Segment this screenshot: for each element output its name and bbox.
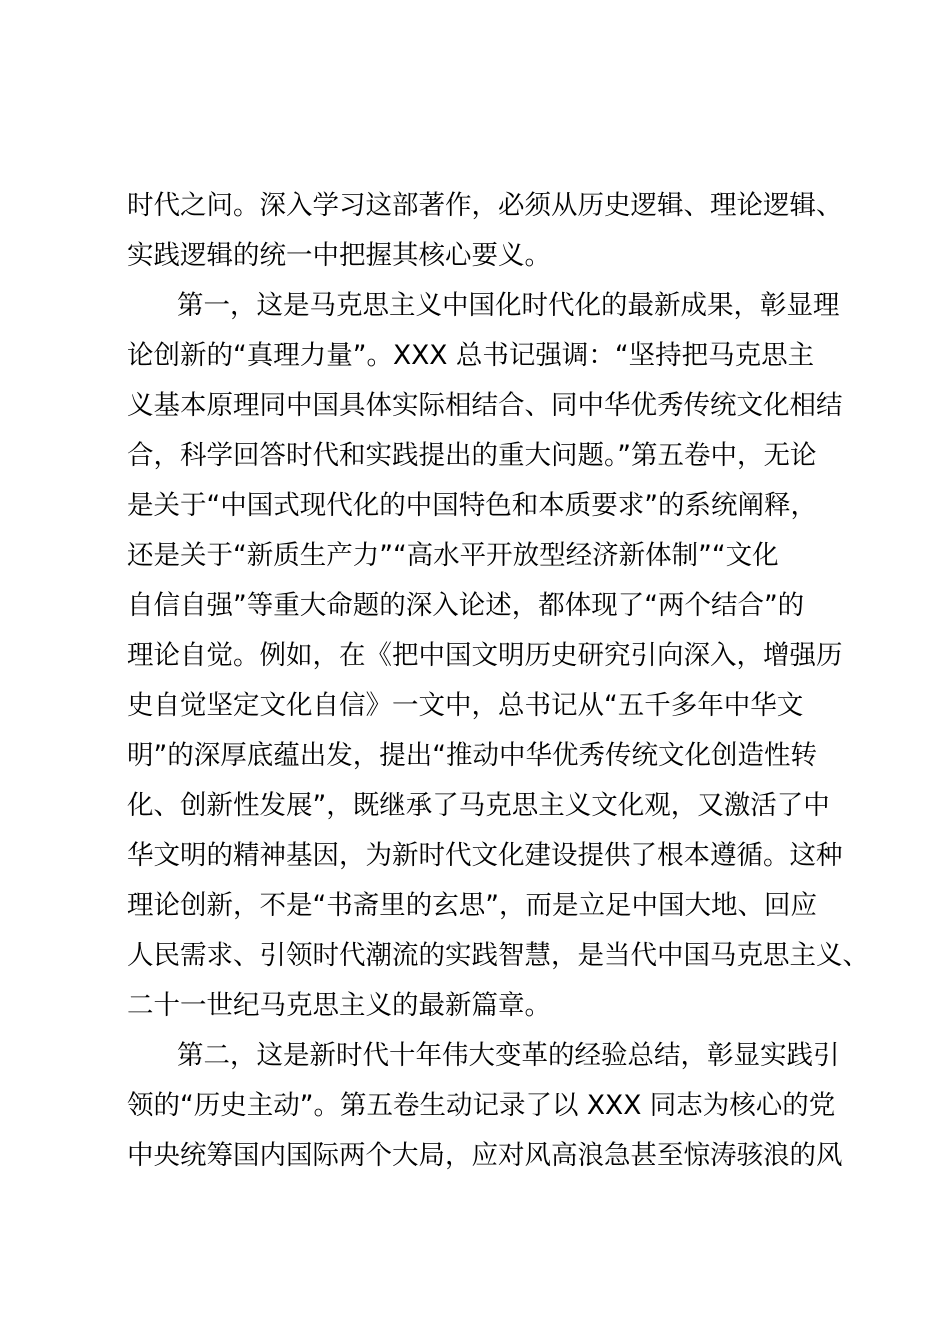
paragraph-first-line: 第二，这是新时代十年伟大变革的经验总结，彰显实践引	[177, 1040, 840, 1071]
text-line: 领的“历史主动”。第五卷生动记录了以 XXX 同志为核心的党	[127, 1090, 836, 1121]
text-line: 中央统筹国内国际两个大局，应对风高浪急甚至惊涛骇浪的风	[127, 1140, 843, 1171]
text-line: 实践逻辑的统一中把握其核心要义。	[127, 240, 551, 271]
text-line: 时代之问。深入学习这部著作，必须从历史逻辑、理论逻辑、	[127, 190, 843, 221]
text-line: 人民需求、引领时代潮流的实践智慧，是当代中国马克思主义、	[127, 940, 869, 971]
text-line: 史自觉坚定文化自信》一文中，总书记从“五千多年中华文	[127, 690, 804, 721]
text-line: 还是关于“新质生产力”“高水平开放型经济新体制”“文化	[127, 540, 779, 571]
text-line: 理论创新，不是“书斋里的玄思”，而是立足中国大地、回应	[127, 890, 817, 921]
paragraph-first-line: 第一，这是马克思主义中国化时代化的最新成果，彰显理	[177, 290, 840, 321]
text-line: 华文明的精神基因，为新时代文化建设提供了根本遵循。这种	[127, 840, 843, 871]
text-line: 化、创新性发展”，既继承了马克思主义文化观，又激活了中	[127, 790, 830, 821]
text-line: 理论自觉。例如，在《把中国文明历史研究引向深入，增强历	[127, 640, 843, 671]
text-line: 合，科学回答时代和实践提出的重大问题。”第五卷中，无论	[127, 440, 817, 471]
text-line: 论创新的“真理力量”。XXX 总书记强调：“坚持把马克思主	[127, 340, 815, 371]
text-line: 是关于“中国式现代化的中国特色和本质要求”的系统阐释，	[127, 490, 817, 521]
text-line: 明”的深厚底蕴出发，提出“推动中华优秀传统文化创造性转	[127, 740, 817, 771]
text-line: 自信自强”等重大命题的深入论述，都体现了“两个结合”的	[127, 590, 805, 621]
text-line: 义基本原理同中国具体实际相结合、同中华优秀传统文化相结	[127, 390, 843, 421]
text-line: 二十一世纪马克思主义的最新篇章。	[127, 990, 551, 1021]
